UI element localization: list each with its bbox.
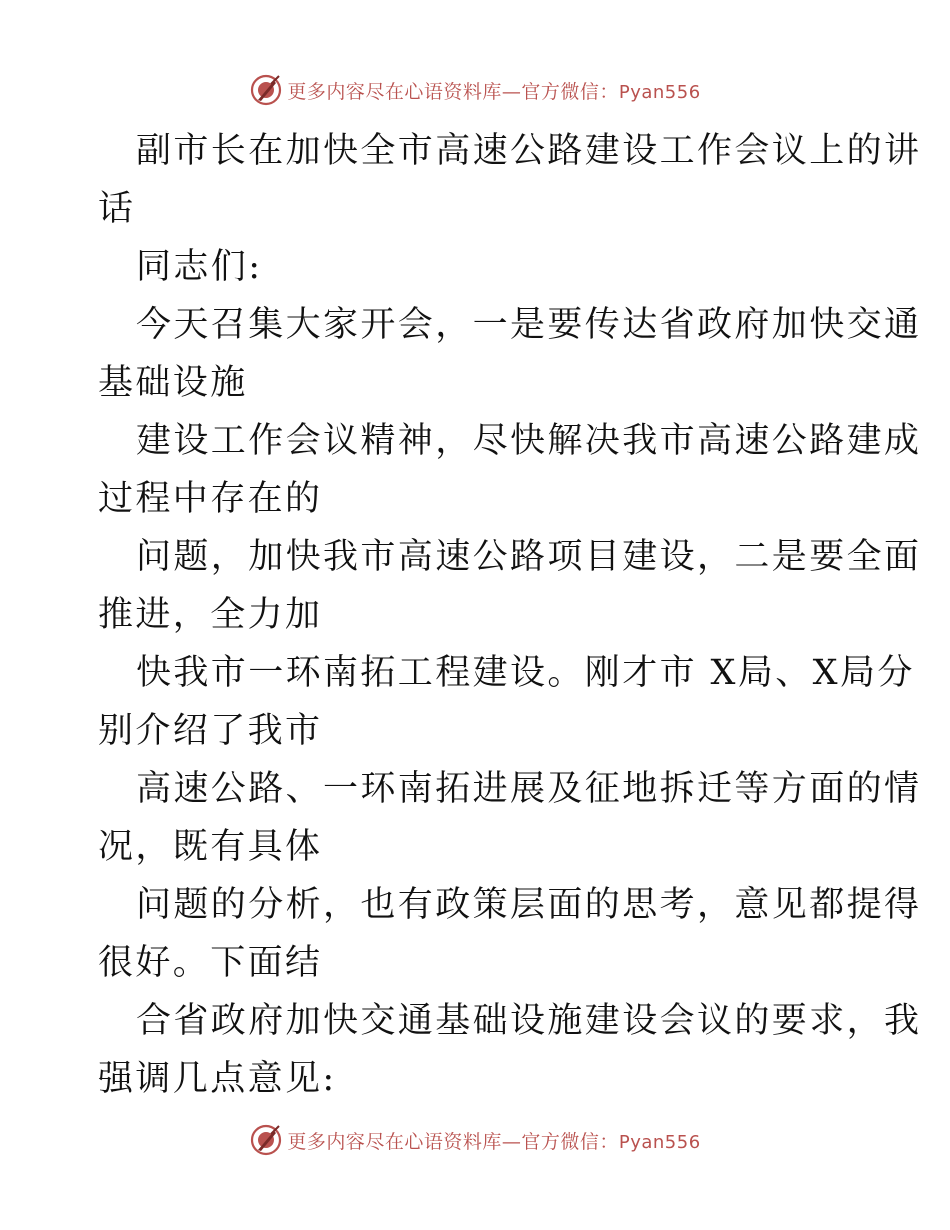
quill-logo-icon	[249, 73, 283, 107]
paragraph-line: 同志们:	[136, 247, 263, 287]
paragraph-line: 况，既有具体	[98, 827, 323, 867]
paragraph-line: 今天召集大家开会，一是要传达省政府加快交通	[136, 305, 922, 345]
watermark-header	[0, 70, 950, 110]
paragraph-line: 快我市一环南拓工程建设。刚才市 X局、X局分	[136, 653, 915, 693]
watermark-wechat-id: Pyan556	[618, 81, 701, 103]
quill-logo-icon	[249, 1123, 283, 1157]
paragraph-line: 话	[98, 189, 136, 229]
document-title-line: 副市长在加快全市高速公路建设工作会议上的讲	[136, 131, 922, 171]
paragraph-line: 问题，加快我市高速公路项目建设，二是要全面	[136, 537, 922, 577]
watermark-wechat-id: Pyan556	[618, 1131, 701, 1153]
paragraph-line: 很好。下面结	[98, 943, 323, 983]
paragraph-line: 建设工作会议精神，尽快解决我市高速公路建成	[136, 421, 922, 461]
watermark-label: 更多内容尽在心语资料库—官方微信：	[287, 1130, 619, 1153]
paragraph-line: 强调几点意见:	[98, 1059, 337, 1099]
paragraph-line: 问题的分析，也有政策层面的思考，意见都提得	[136, 885, 922, 925]
watermark-text	[287, 77, 700, 104]
watermark-footer	[0, 1120, 950, 1160]
paragraph-line: 推进，全力加	[98, 595, 323, 635]
paragraph-line: 基础设施	[98, 363, 248, 403]
paragraph-line: 过程中存在的	[98, 479, 323, 519]
watermark-text	[287, 1127, 700, 1154]
watermark-label: 更多内容尽在心语资料库—官方微信：	[287, 80, 619, 103]
paragraph-line: 合省政府加快交通基础设施建设会议的要求，我	[136, 1001, 922, 1041]
paragraph-line: 高速公路、一环南拓进展及征地拆迁等方面的情	[136, 769, 922, 809]
document-body	[98, 122, 922, 1108]
paragraph-line: 别介绍了我市	[98, 711, 323, 751]
